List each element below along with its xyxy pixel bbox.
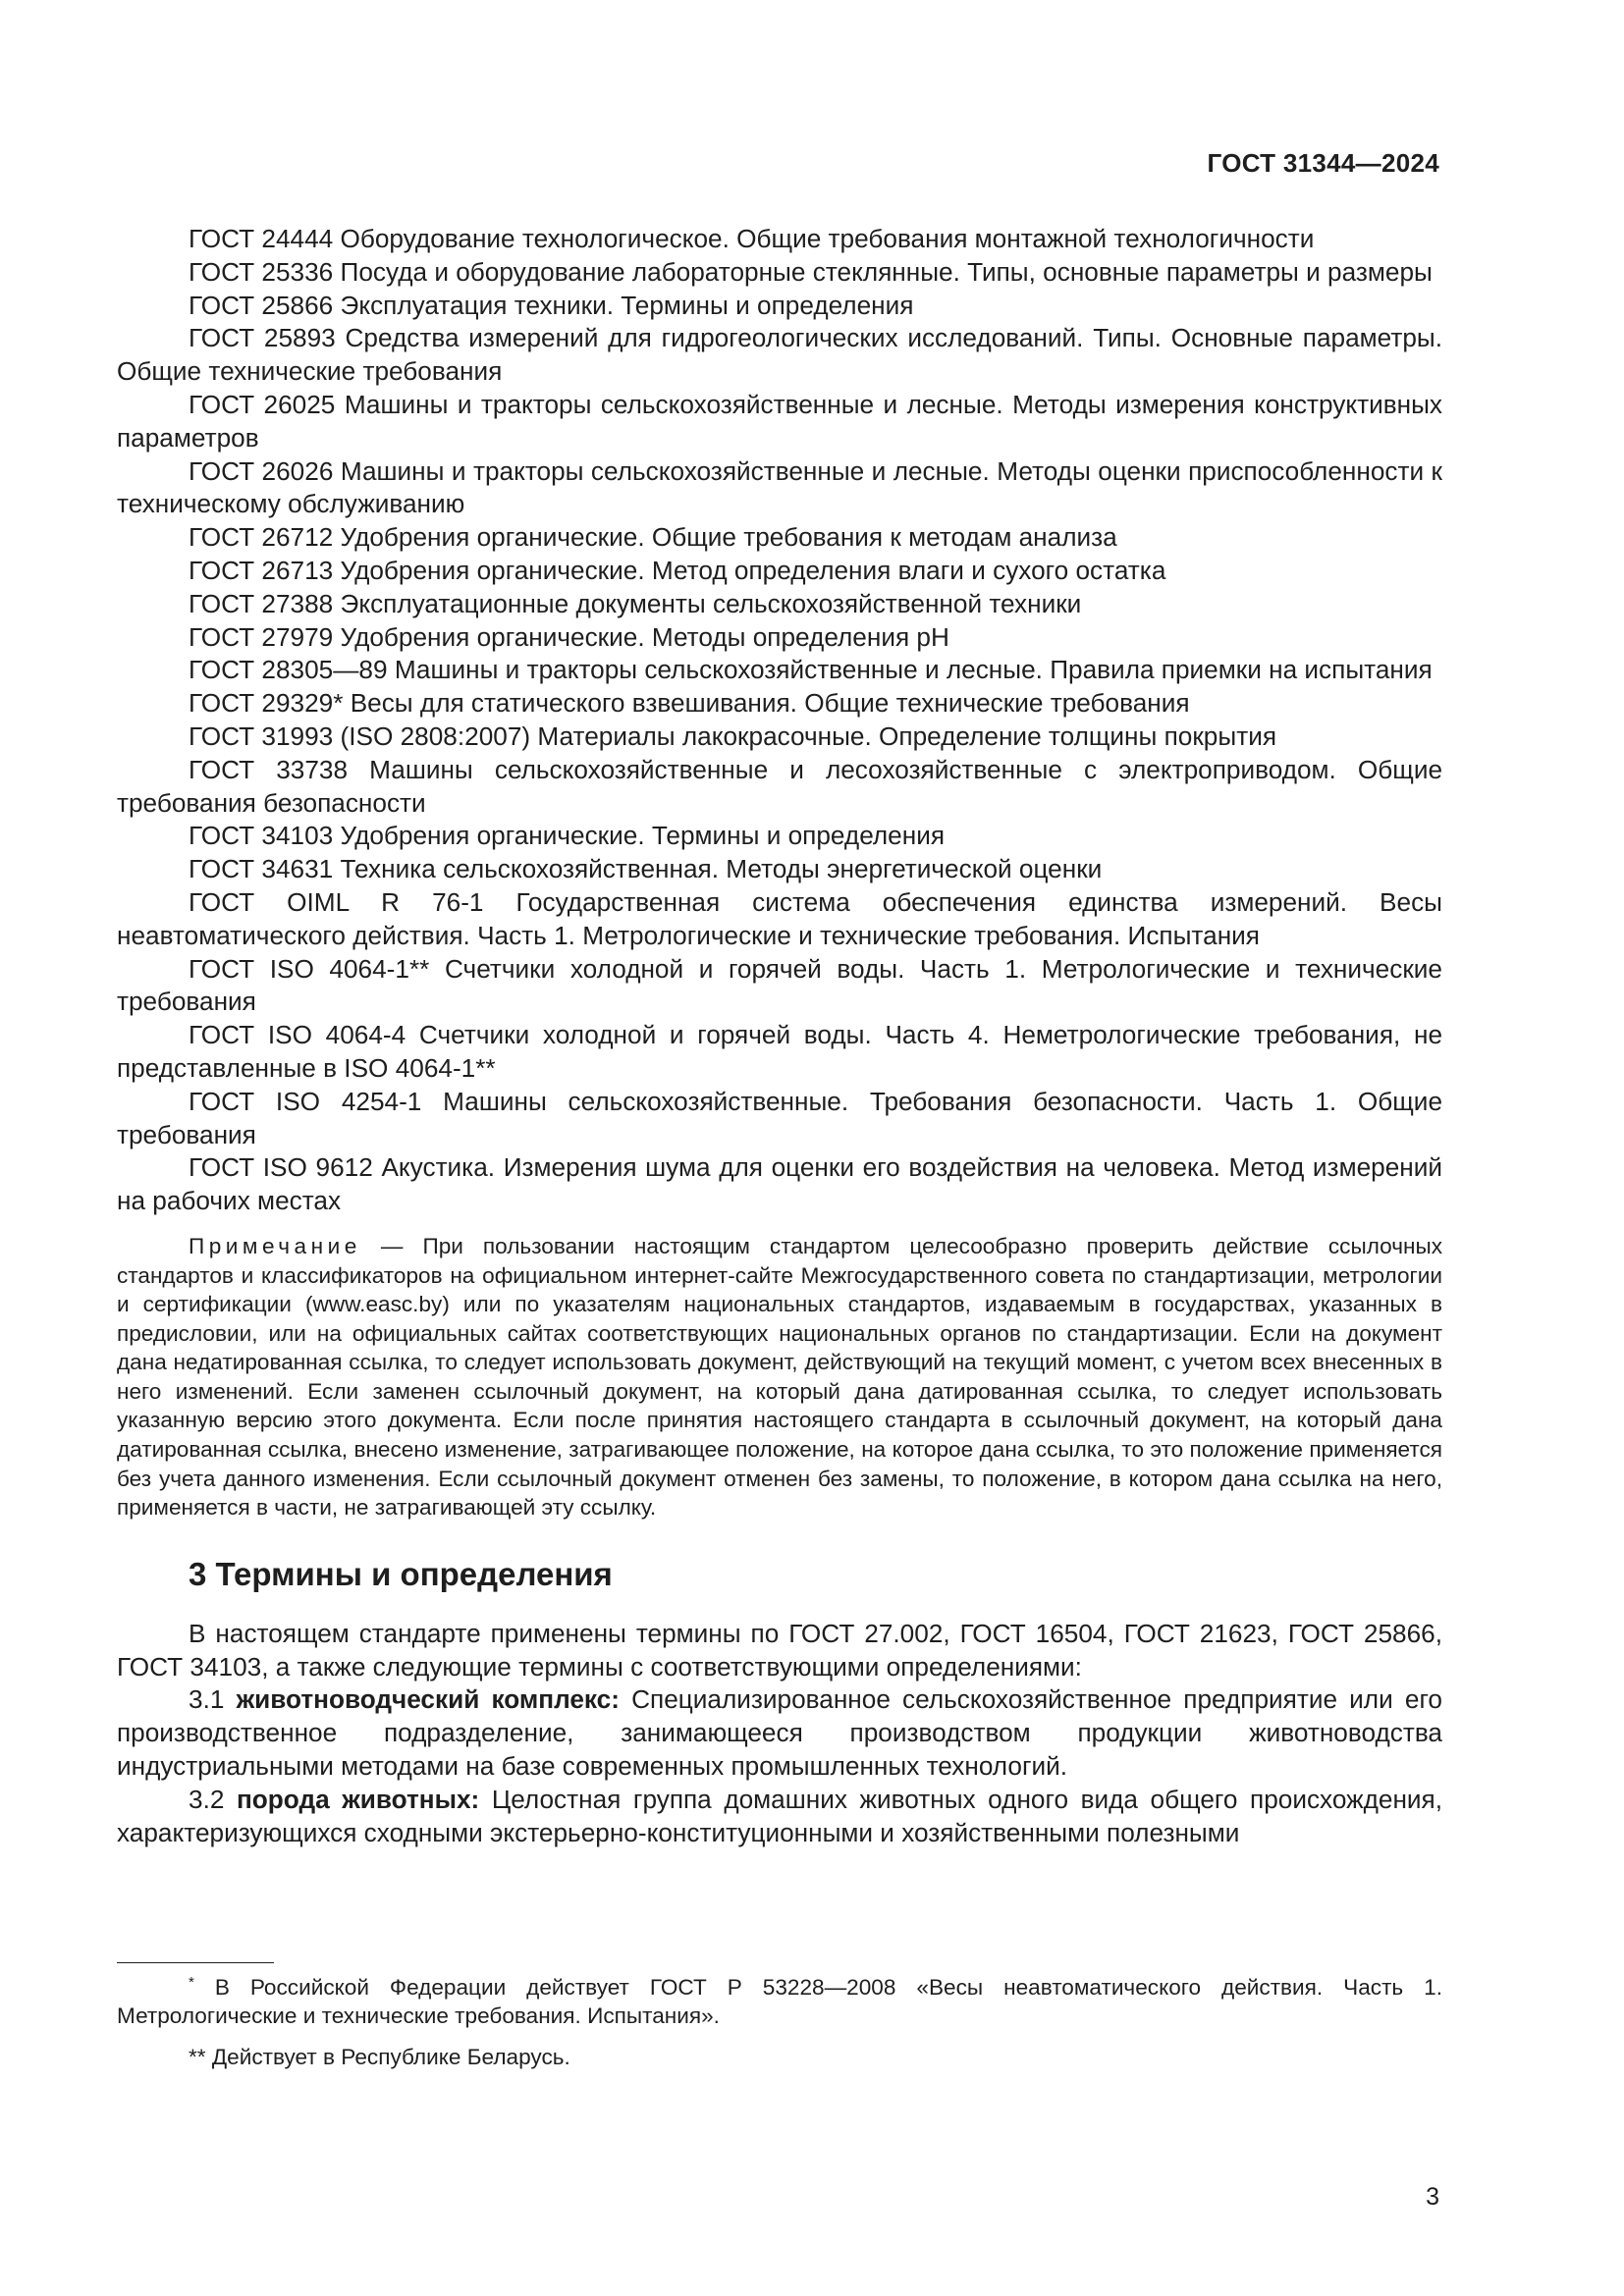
term-number: 3.2 [189, 1784, 225, 1814]
reference-title: Материалы лакокрасочные. Определение толщины покрытия [537, 721, 1276, 751]
reference-item [117, 953, 1442, 1020]
reference-item [117, 455, 1442, 522]
page-body [117, 223, 1442, 1849]
document-code-header: ГОСТ 31344—2024 [1207, 148, 1439, 178]
reference-item [117, 1151, 1442, 1218]
reference-item [117, 754, 1442, 821]
reference-title: Акустика. Измерения шума для оценки его воздействия на человека. Метод измерений на рабочих местах [117, 1152, 1442, 1216]
reference-title: Машины и тракторы сельскохозяйственные и лесные. Правила приемки на испытания [394, 655, 1433, 685]
footnote-mark: ** [189, 2045, 206, 2069]
reference-code: ГОСТ 33738 [189, 754, 349, 784]
reference-item [117, 290, 1442, 323]
reference-code: ГОСТ 26713 [189, 555, 334, 585]
reference-code: ГОСТ 25866 [189, 290, 334, 320]
reference-title: Государственная система обеспечения единства измерений. Весы неавтоматического действия. Часть 1. Метрологические и технические требования. Испытания [117, 886, 1442, 950]
reference-item [117, 588, 1442, 621]
note-label: Примечание [189, 1233, 361, 1258]
section-3-intro: В настоящем стандарте применены термины по ГОСТ 27.002, ГОСТ 16504, ГОСТ 21623, ГОСТ 25866, ГОСТ 34103, а также следующие термины с соответствующими определениями: [117, 1618, 1442, 1682]
normative-references-list [117, 223, 1442, 1218]
reference-code: ГОСТ OIML R 76-1 [189, 886, 484, 917]
term-entry [117, 1784, 1442, 1850]
reference-code: ГОСТ 31993 (ISO 2808:2007) [189, 721, 531, 751]
footnote-text: Действует в Республике Беларусь. [211, 2045, 570, 2069]
reference-code: ГОСТ 29329* [189, 688, 344, 719]
reference-title: Машины и тракторы сельскохозяйственные и лесные. Методы оценки приспособленности к техническому обслуживанию [117, 455, 1443, 519]
reference-title: Эксплуатация техники. Термины и определения [340, 290, 914, 320]
reference-title: Посуда и оборудование лабораторные стеклянные. Типы, основные параметры и размеры [340, 256, 1433, 287]
note-text: — При пользовании настоящим стандартом целесообразно проверить действие ссылочных стандартов и классификаторов на официальном интернет-сайте Межгосударственного совета по стандартизации, метрологии и сертификации (www.easc.by) или по указателям национальных стандартов, издаваемым в государствах, указанных в предисловии, или на официальных сайтах соответствующих национальных органов по стандартизации. Если на документ дана недатированная ссылка, то следует использовать документ, действующий на текущий момент, с учетом всех внесенных в него изменений. Если заменен ссылочный документ, на который дана датированная ссылка, то следует использовать указанную версию этого документа. Если после принятия настоящего стандарта в ссылочный документ, на который дана датированная ссылка, внесено изменение, затрагивающее положение, на которое дана ссылка, то это положение применяется без учета данного изменения. Если ссылочный документ отменен без замены, то положение, в котором дана ссылка на него, применяется в части, не затрагивающей эту ссылку. [117, 1233, 1442, 1521]
reference-code: ГОСТ 25336 [189, 256, 334, 287]
footnote [117, 1973, 1442, 2030]
reference-item [117, 256, 1442, 290]
reference-item [117, 820, 1442, 853]
reference-code: ГОСТ 25893 [189, 323, 336, 353]
reference-code: ГОСТ 34631 [189, 854, 334, 884]
reference-code: ГОСТ 27388 [189, 588, 334, 618]
footnote-mark: * [189, 1974, 194, 1991]
reference-code: ГОСТ 26712 [189, 522, 334, 553]
term-definition: Специализированное сельскохозяйственное предприятие или его производственное подразделение, занимающееся производством продукции животноводства индустриальными методами на базе современных промышленных технологий. [117, 1684, 1442, 1782]
term-name: порода животных: [236, 1784, 480, 1814]
reference-title: Средства измерений для гидрогеологических исследований. Типы. Основные параметры. Общие технические требования [117, 323, 1442, 387]
reference-item [117, 1086, 1442, 1152]
reference-item [117, 886, 1442, 953]
reference-title: Удобрения органические. Общие требования к методам анализа [340, 522, 1117, 553]
reference-code: ГОСТ ISO 9612 [189, 1152, 373, 1183]
reference-code: ГОСТ ISO 4254-1 [189, 1086, 422, 1116]
reference-item [117, 621, 1442, 655]
reference-item [117, 654, 1442, 687]
reference-code: ГОСТ 24444 [189, 224, 334, 253]
reference-title: Счетчики холодной и горячей воды. Часть 1. Метрологические и технические требования [117, 953, 1442, 1017]
footnotes [117, 1962, 1442, 2071]
reference-code: ГОСТ 26025 [189, 389, 336, 419]
section-3-body [117, 1618, 1442, 1850]
reference-code: ГОСТ 28305—89 [189, 655, 388, 685]
reference-title: Удобрения органические. Методы определения pH [340, 621, 949, 652]
term-number: 3.1 [189, 1684, 225, 1715]
reference-code: ГОСТ 27979 [189, 621, 334, 652]
reference-item [117, 687, 1442, 721]
reference-title: Техника сельскохозяйственная. Методы энергетической оценки [340, 854, 1103, 884]
section-3-heading: 3 Термины и определения [189, 1555, 613, 1592]
reference-title: Эксплуатационные документы сельскохозяйственной техники [340, 588, 1082, 618]
reference-item [117, 721, 1442, 754]
reference-code: ГОСТ 34103 [189, 821, 334, 851]
term-name: животноводческий комплекс: [236, 1684, 620, 1715]
reference-code: ГОСТ ISO 4064-1** [189, 953, 430, 984]
reference-title: Удобрения органические. Термины и определения [340, 821, 946, 851]
reference-item [117, 223, 1442, 256]
reference-title: Счетчики холодной и горячей воды. Часть 4. Неметрологические требования, не представленные в ISO 4064-1** [117, 1020, 1443, 1083]
reference-item [117, 853, 1442, 886]
term-entry [117, 1683, 1442, 1783]
reference-code: ГОСТ 26026 [189, 455, 334, 486]
reference-title: Машины сельскохозяйственные. Требования безопасности. Часть 1. Общие требования [117, 1086, 1443, 1149]
reference-title: Оборудование технологическое. Общие требования монтажной технологичности [340, 224, 1315, 253]
reference-item [117, 389, 1442, 455]
reference-item [117, 555, 1442, 588]
reference-title: Удобрения органические. Метод определения влаги и сухого остатка [340, 555, 1166, 585]
reference-title: Машины и тракторы сельскохозяйственные и лесные. Методы измерения конструктивных параметров [117, 389, 1443, 453]
reference-item [117, 322, 1442, 389]
reference-item [117, 521, 1442, 555]
term-definition: Целостная группа домашних животных одного вида общего происхождения, характеризующихся сходными экстерьерно-конституционными и хозяйственными полезными [117, 1784, 1443, 1847]
footnote [117, 2043, 1442, 2071]
references-note [117, 1232, 1442, 1522]
page-number: 3 [1426, 2183, 1439, 2211]
reference-code: ГОСТ ISO 4064-4 [189, 1020, 406, 1050]
reference-title: Машины сельскохозяйственные и лесохозяйственные с электроприводом. Общие требования безопасности [117, 754, 1443, 818]
reference-title: Весы для статического взвешивания. Общие технические требования [350, 688, 1190, 719]
footnote-divider [117, 1962, 274, 1963]
reference-item [117, 1019, 1442, 1086]
footnote-text: В Российской Федерации действует ГОСТ Р 53228—2008 «Весы неавтоматического действия. Часть 1. Метрологические и технические требования. Испытания». [117, 1975, 1442, 2028]
